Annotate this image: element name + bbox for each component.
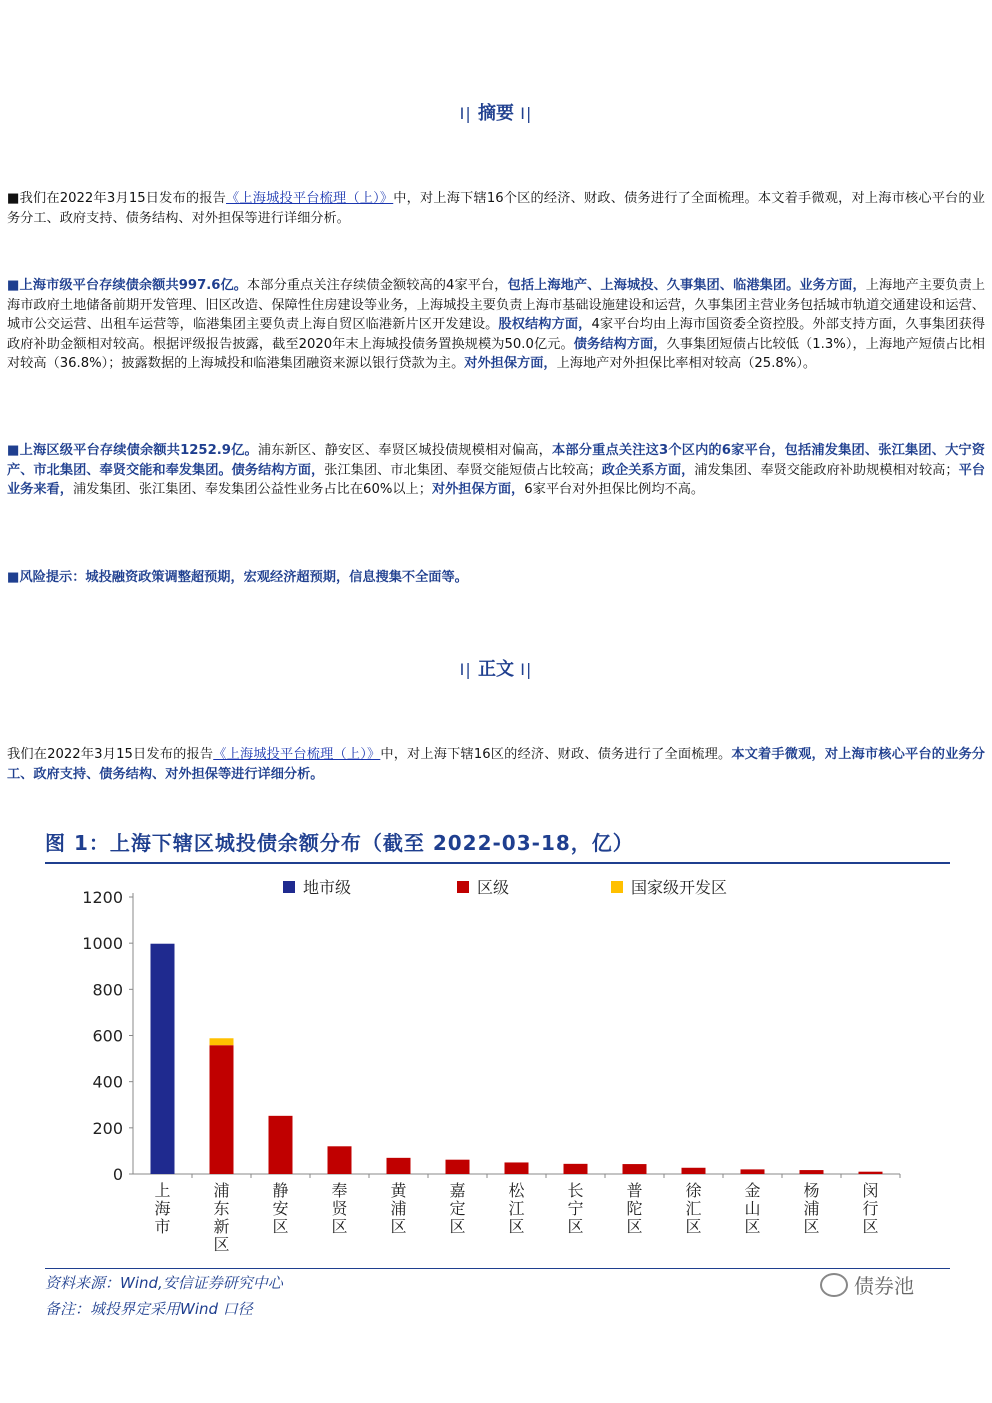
- y-tick-label: 1200: [82, 888, 123, 907]
- wechat-icon: [820, 1273, 848, 1297]
- x-tick-label: 金山区: [744, 1181, 761, 1236]
- p2-text-4: 久事集团短债占比较低（1.3%），上海地产短债占比相对较高（36.8%）；披露数据的上海城投和临港集团融资来源以银行贷款为主。: [7, 336, 985, 371]
- p3-text-2: 张江集团、市北集团、奉贤交能短债占比较高；: [324, 462, 602, 478]
- y-tick-label: 800: [92, 980, 123, 1000]
- bar: [505, 1162, 529, 1174]
- title-bar-left: I|: [459, 104, 472, 123]
- p2-bold-2: 包括上海地产、上海城投、久事集团、临港集团。业务方面，: [507, 278, 866, 293]
- figure-title: 图 1：上海下辖区城投债余额分布（截至 2022-03-18，亿）: [45, 827, 950, 864]
- y-tick-label: 400: [92, 1072, 123, 1092]
- y-tick-label: 600: [92, 1026, 123, 1046]
- watermark: [820, 1270, 914, 1299]
- report-link[interactable]: 《上海城投平台梳理（上）》: [226, 191, 394, 206]
- p2-text-2: 上海地产主要负责上海市政府土地储备前期开发管理、旧区改造、保障性住房建设等业务，上海城投主要负责上海市基础设施建设和运营，久事集团主营业务包括城市轨道交通建设和运营、城市公交运营、出租车运营等，临港集团主要负责上海自贸区临港新片区开发建设。: [7, 278, 986, 332]
- bar: [210, 1045, 234, 1174]
- bar: [210, 1038, 234, 1045]
- p3-bold-1: ■上海区级平台存续债余额共1252.9亿。: [7, 443, 258, 458]
- p3-text-1: 浦东新区、静安区、奉贤区城投债规模相对偏高，: [257, 443, 553, 458]
- title-bar-right: I|: [520, 104, 533, 123]
- x-tick-label: 奉贤区: [331, 1181, 348, 1236]
- figure-source: 资料来源：Wind,安信证券研究中心: [45, 1274, 283, 1292]
- p5-prefix: 我们在2022年3月15日发布的报告: [7, 747, 214, 762]
- p5-bold-1: 本文着手微观，对上海市核心平台的业务分工、政府支持、债务结构、对外担保等进行详细分析。: [7, 747, 985, 782]
- p3-bold-5: 对外担保方面，: [431, 482, 525, 497]
- p3-bold-2: 本部分重点关注这3个区内的6家平台，包括浦发集团、张江集团、大宁资产、市北集团、奉贤交能和奉发集团。债务结构方面，: [7, 443, 985, 478]
- figure-note: 备注：城投界定采用Wind 口径: [45, 1300, 253, 1318]
- legend-label-city: 地市级: [303, 878, 352, 897]
- x-tick-label: 嘉定区: [449, 1181, 466, 1236]
- p3-text-3: 浦发集团、奉贤交能政府补助规模相对较高；: [694, 462, 959, 478]
- bar: [859, 1172, 883, 1174]
- bar: [564, 1164, 588, 1174]
- p2-text-5: 上海地产对外担保比率相对较高（25.8%）。: [556, 356, 817, 371]
- title-bar-left: I|: [459, 660, 472, 679]
- bar: [446, 1160, 470, 1174]
- p3-text-4: 浦发集团、张江集团、奉发集团公益性业务占比在60%以上；: [72, 482, 432, 497]
- bar: [800, 1170, 824, 1174]
- bar: [328, 1146, 352, 1174]
- bar: [387, 1158, 411, 1174]
- x-tick-label: 上海市: [154, 1181, 171, 1236]
- bar: [151, 944, 175, 1174]
- bar: [741, 1169, 765, 1174]
- legend-label-district: 区级: [477, 878, 510, 897]
- x-tick-label: 普陀区: [626, 1181, 643, 1236]
- x-tick-label: 松江区: [508, 1181, 525, 1236]
- bar: [269, 1116, 293, 1174]
- y-tick-label: 0: [112, 1165, 123, 1184]
- x-tick-label: 黄浦区: [390, 1181, 407, 1236]
- source-divider: [45, 1268, 950, 1269]
- bar: [682, 1168, 706, 1174]
- p3-bold-4: 平台业务来看，: [7, 462, 986, 497]
- y-tick-label: 1000: [82, 934, 123, 954]
- report-link-2[interactable]: 《上海城投平台梳理（上）》: [213, 747, 381, 762]
- p3-bold-3: 政企关系方面，: [601, 462, 695, 478]
- p2-text-1: 本部分重点关注存续债金额较高的4家平台，: [247, 278, 508, 293]
- abstract-title: 摘要: [478, 103, 514, 124]
- p2-bold-3: 股权结构方面，: [498, 317, 592, 332]
- x-tick-label: 杨浦区: [803, 1181, 820, 1236]
- x-tick-label: 浦东新区: [213, 1181, 230, 1254]
- p2-bold-1: ■上海市级平台存续债余额共997.6亿。: [7, 278, 248, 293]
- p3-text-5: 6家平台对外担保比例均不高。: [524, 482, 705, 497]
- p5-text-1: 中，对上海下辖16区的经济、财政、债务进行了全面梳理。: [380, 747, 732, 762]
- title-bar-right: I|: [520, 660, 533, 679]
- p2-bold-5: 对外担保方面，: [464, 356, 557, 371]
- risk-warning: ■风险提示：城投融资政策调整超预期，宏观经济超预期，信息搜集不全面等。: [7, 570, 468, 585]
- p1-rest: 中，对上海下辖16个区的经济、财政、债务进行了全面梳理。本文着手微观，对上海市核心平台的业务分工、政府支持、债务结构、对外担保等进行详细分析。: [7, 191, 985, 226]
- x-tick-label: 徐汇区: [685, 1181, 702, 1236]
- y-tick-label: 200: [92, 1118, 123, 1138]
- bar: [623, 1164, 647, 1174]
- x-tick-label: 静安区: [272, 1181, 289, 1236]
- x-tick-label: 长宁区: [567, 1181, 584, 1236]
- p2-bold-4: 债务结构方面，: [573, 336, 667, 352]
- p1-prefix: ■我们在2022年3月15日发布的报告: [7, 191, 227, 206]
- watermark-text: 债券池: [854, 1274, 914, 1298]
- x-tick-label: 闵行区: [862, 1181, 879, 1236]
- p2-text-3: 4家平台均由上海市国资委全资控股。外部支持方面，久事集团获得政府补助金额相对较高。根据评级报告披露，截至2020年末上海城投债务置换规模为50.0亿元。: [7, 317, 986, 352]
- legend-label-national: 国家级开发区: [631, 878, 728, 897]
- body-title: 正文: [478, 659, 514, 680]
